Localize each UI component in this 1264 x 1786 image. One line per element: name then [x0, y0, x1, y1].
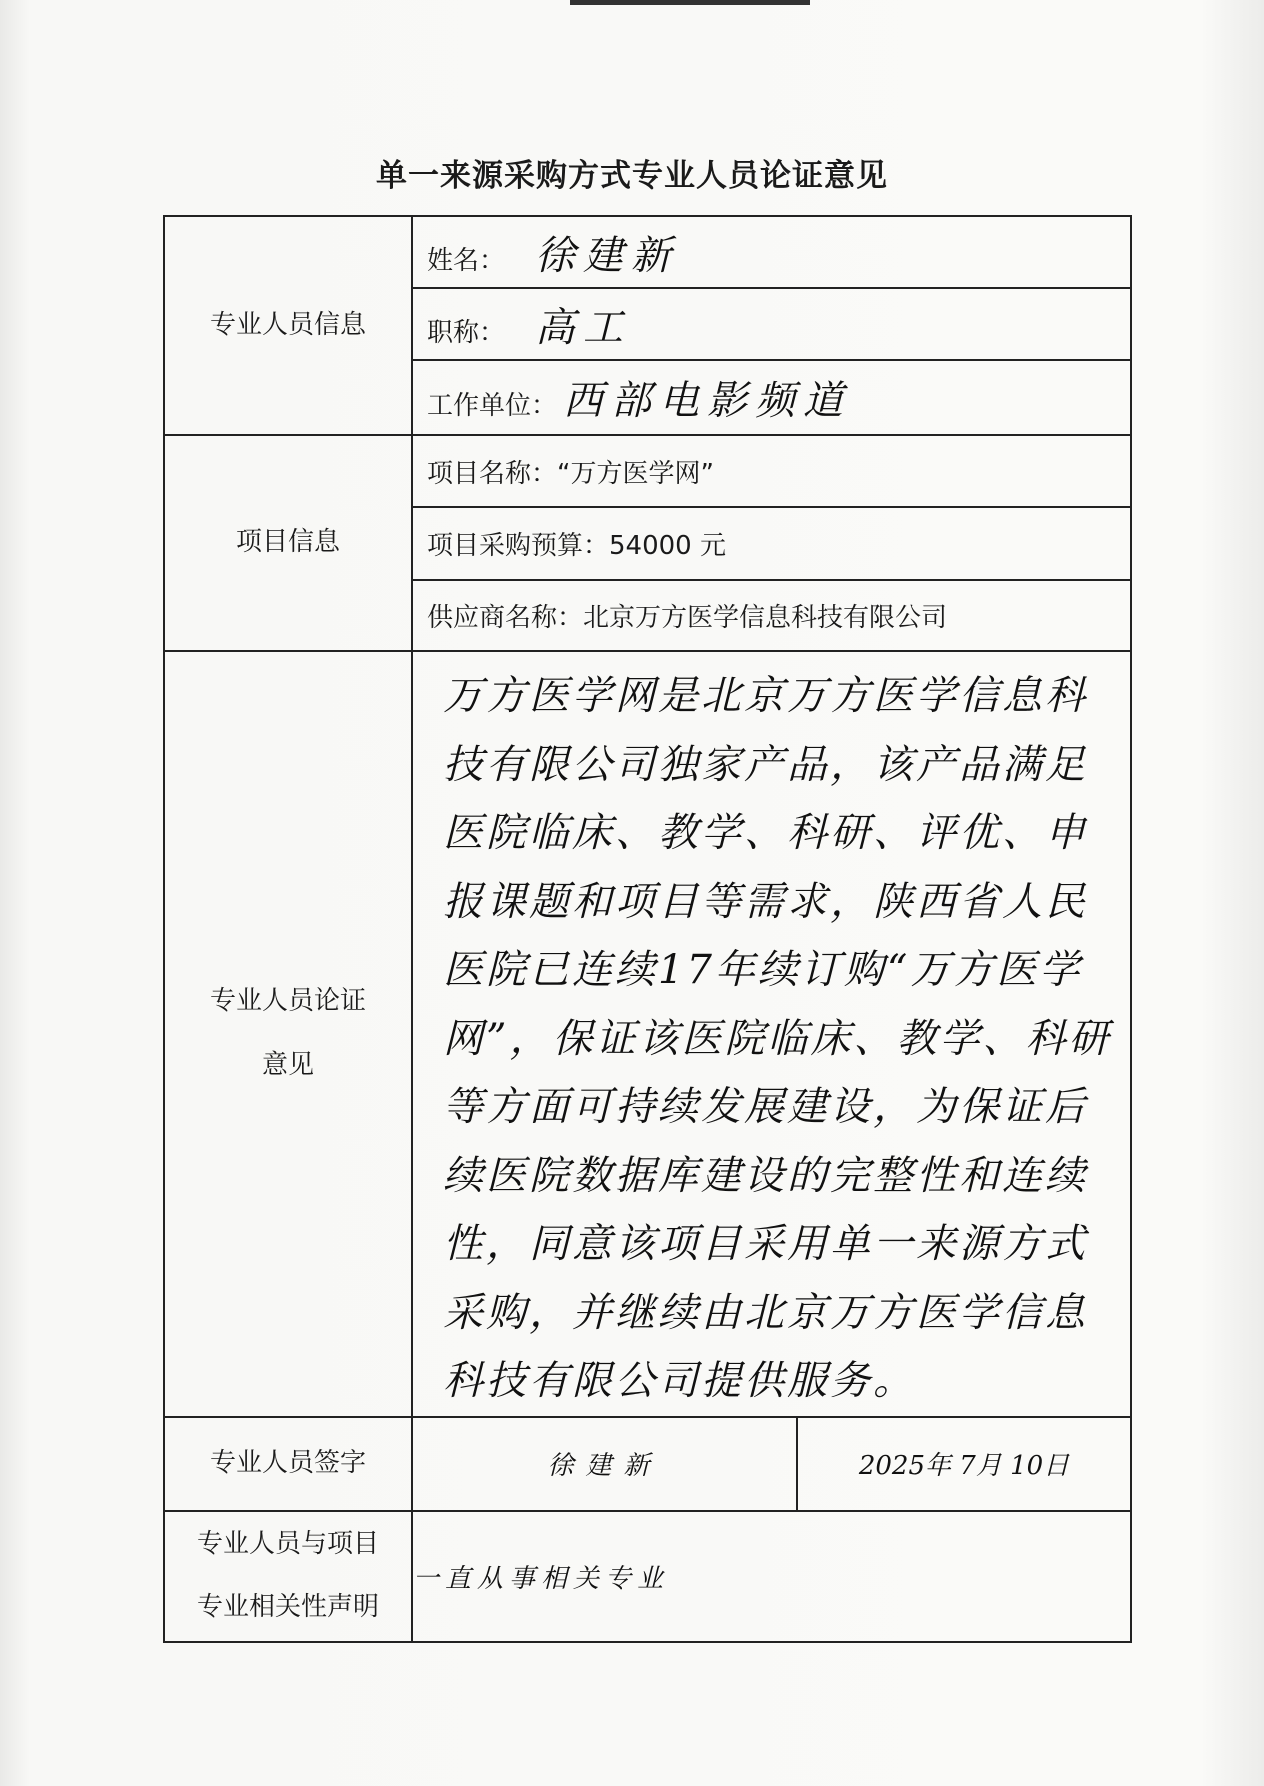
project-info-label: 项目信息	[164, 435, 412, 651]
opinion-label-line2: 意见	[261, 1049, 314, 1080]
relevance-label-line1: 专业人员与项目	[196, 1528, 379, 1559]
opinion-content	[412, 651, 1131, 1417]
title-label: 职称：	[427, 317, 506, 348]
employer-handwriting: 西部电影频道	[563, 378, 852, 424]
project-budget: 项目采购预算：54000 元	[412, 507, 1131, 580]
relevance-row	[164, 1511, 1131, 1642]
supplier-name: 供应商名称：北京万方医学信息科技有限公司	[412, 580, 1131, 651]
opinion-handwriting: 万方医学网是北京万方医学信息科技有限公司独家产品，该产品满足医院临床、教学、科研、评优、申报课题和项目等需求，陕西省人民医院已连续17年续订购“万方医学网”，保证该医院临床、教学、科研等方面可持续发展建设，为保证后续医院数据库建设的完整性和连续性，同意该项目采用单一来源方式采购，并继续由北京万方医学信息科技有限公司提供服务。	[443, 673, 1112, 1404]
opinion-label	[164, 651, 412, 1417]
opinion-row	[164, 651, 1131, 1417]
employer-field	[412, 360, 1131, 435]
name-label: 姓名：	[427, 245, 506, 276]
project-name: 项目名称：“万方医学网”	[412, 435, 1131, 507]
title-handwriting: 高工	[535, 304, 632, 351]
project-name-row	[164, 435, 1131, 507]
name-field	[412, 216, 1131, 288]
signature-handwriting: 徐建新	[412, 1417, 797, 1511]
signature-label: 专业人员签字	[164, 1417, 412, 1511]
scan-edge-mark	[570, 0, 810, 5]
signature-row	[164, 1417, 1131, 1511]
expert-opinion-form	[163, 215, 1132, 1643]
signature-date: 2025年 7月 10日	[797, 1417, 1131, 1511]
name-handwriting: 徐建新	[535, 232, 680, 279]
opinion-label-line1: 专业人员论证	[209, 986, 366, 1017]
relevance-statement: 一直从事相关专业	[412, 1511, 1131, 1642]
document-title: 单一来源采购方式专业人员论证意见	[376, 158, 888, 194]
relevance-label-line2: 专业相关性声明	[196, 1592, 379, 1622]
name-row	[164, 216, 1131, 288]
expert-info-label: 专业人员信息	[164, 216, 412, 435]
relevance-label	[164, 1511, 412, 1642]
employer-label: 工作单位：	[427, 391, 558, 421]
title-field	[412, 288, 1131, 360]
